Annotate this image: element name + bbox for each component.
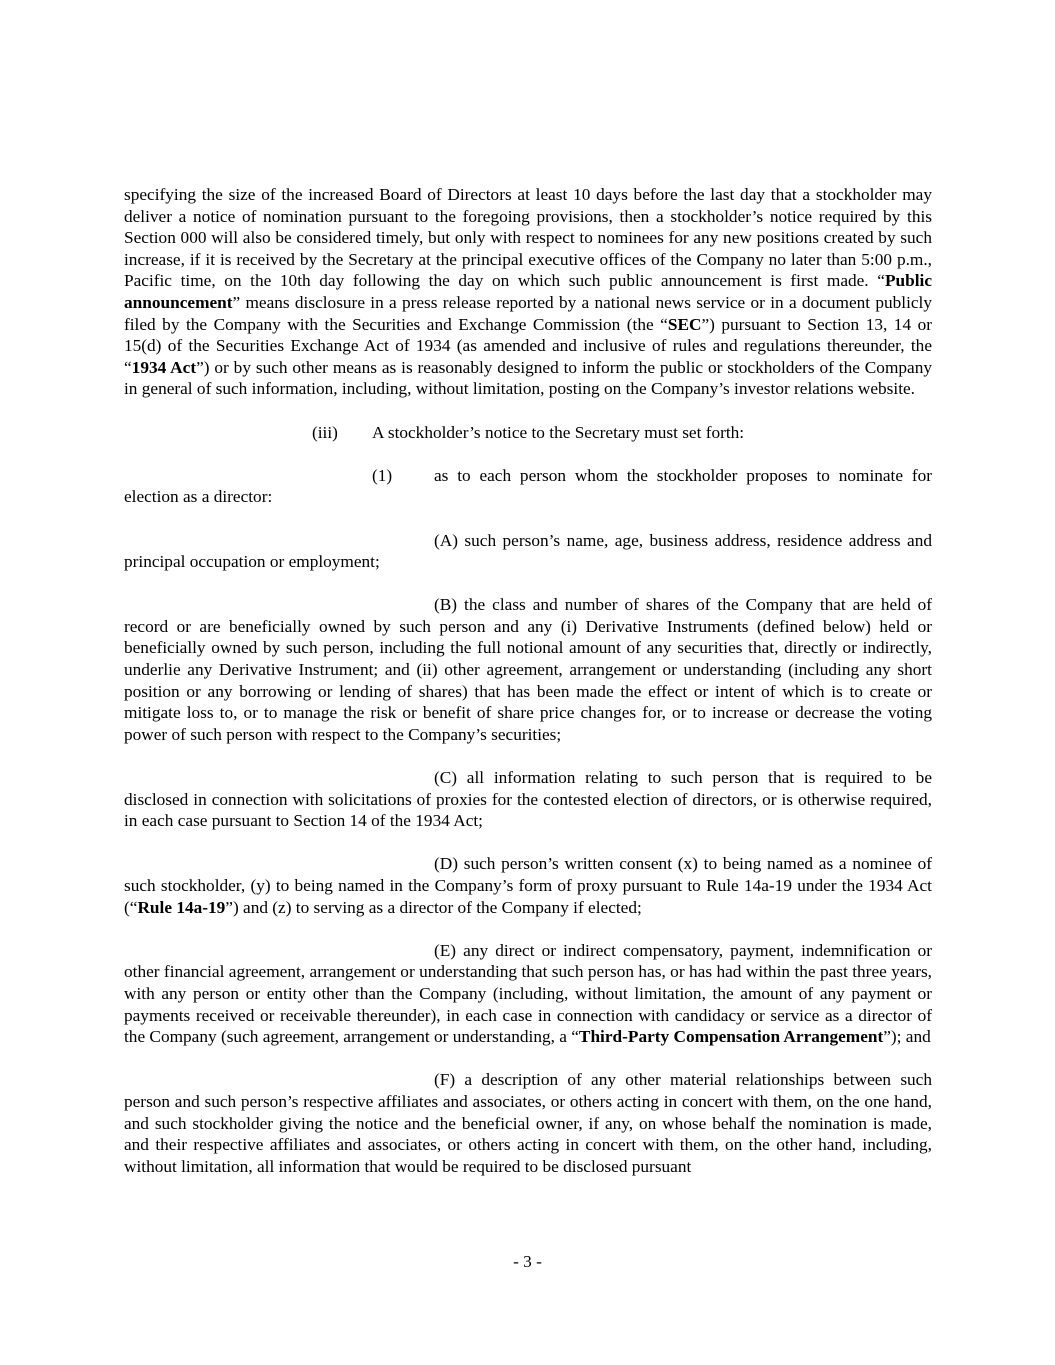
clause-1-label: (1) <box>372 465 393 485</box>
clause-E: (E) any direct or indirect compensatory, payment, indemnification or other financial agreement, arrangement or understanding that such person has, or has had within the past three years, with any person or entity other than the Company (including, without limitation, the amount of any payment or payments received or receivable thereunder), in each case in connection with candidacy or service as a director of the Company (such agreement, arrangement or understanding, a “Third-Party Compensation Arrangement”); and <box>124 940 932 1047</box>
clause-C: (C) all information relating to such person that is required to be disclosed in connection with solicitations of proxies for the contested election of directors, or is otherwise required, in each case pursuant to Section 14 of the 1934 Act; <box>124 768 932 831</box>
term-rule-14a-19: Rule 14a-19 <box>137 897 226 917</box>
clause-F: (F) a description of any other material relationships between such person and such person’s respective affiliates and associates, or others acting in concert with them, on the one hand, and such stockholder giving the notice and the beneficial owner, if any, on whose behalf the nomination is made, and their respective affiliates and associates, or others acting in concert with them, on the other hand, including, without limitation, all information that would be required to be disclosed pursuant <box>124 1070 932 1176</box>
clause-1-text: as to each person whom the stockholder proposes to nominate for election as a director: <box>124 465 932 507</box>
clause-iii-label: (iii) <box>312 422 338 442</box>
clause-iii <box>124 422 932 444</box>
clause-1 <box>124 465 932 508</box>
term-third-party-compensation-arrangement: Third-Party Compensation Arrangement <box>578 1027 884 1047</box>
term-public-announcement: Public announcement <box>124 271 932 312</box>
term-1934-act: 1934 Act <box>131 357 197 377</box>
paragraph-public-announcement: specifying the size of the increased Board of Directors at least 10 days before the last day that a stockholder may deliver a notice of nomination pursuant to the foregoing provisions, then a stockholder’s notice required by this Section 000 will also be considered timely, but only with respect to nominees for any new positions created by such increase, if it is received by the Secretary at the principal executive offices of the Company no later than 5:00 p.m., Pacific time, on the 10th day following the day on which such public announcement is first made. “Public announcement” means disclosure in a press release reported by a national news service or in a document publicly filed by the Company with the Securities and Exchange Commission (the “SEC”) pursuant to Section 13, 14 or 15(d) of the Securities Exchange Act of 1934 (as amended and inclusive of rules and regulations thereunder, the “1934 Act”) or by such other means as is reasonably designed to inform the public or stockholders of the Company in general of such information, including, without limitation, posting on the Company’s investor relations website. <box>124 185 932 399</box>
page-number: - 3 - <box>513 1252 542 1271</box>
document-body <box>124 184 932 1177</box>
term-sec: SEC <box>667 314 702 334</box>
clause-A: (A) such person’s name, age, business address, residence address and principal occupation or employment; <box>124 530 932 572</box>
clause-D: (D) such person’s written consent (x) to being named as a nominee of such stockholder, (y) to being named in the Company’s form of proxy pursuant to Rule 14a-19 under the 1934 Act (“Rule 14a-19”) and (z) to serving as a director of the Company if elected; <box>124 854 932 917</box>
clause-iii-text: A stockholder’s notice to the Secretary must set forth: <box>372 422 745 442</box>
clause-B: (B) the class and number of shares of the Company that are held of record or are beneficially owned by such person and any (i) Derivative Instruments (defined below) held or beneficially owned by such person, including the full notional amount of any securities that, directly or indirectly, underlie any Derivative Instrument; and (ii) other agreement, arrangement or understanding (including any short position or any borrowing or lending of shares) that has been made the effect or intent of which is to create or mitigate loss to, or to manage the risk or benefit of share price changes for, or to increase or decrease the voting power of such person with respect to the Company’s securities; <box>124 595 932 744</box>
